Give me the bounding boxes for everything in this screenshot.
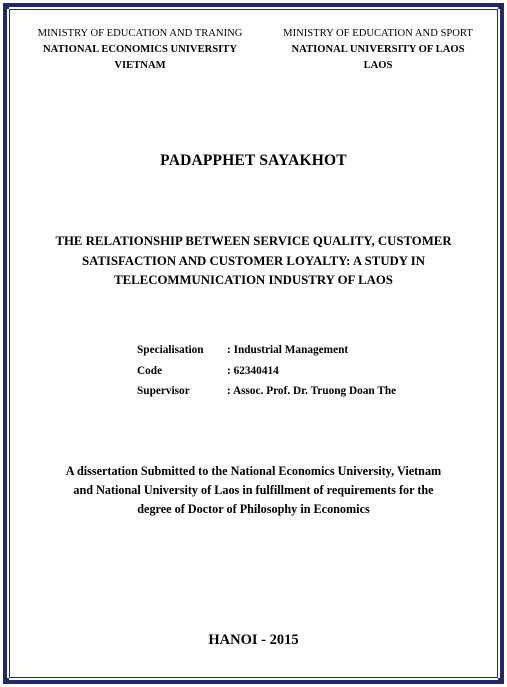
specialisation-value: : Industrial Management (227, 344, 349, 356)
corner-ornament-top-right (498, 3, 504, 9)
specialisation-label: Specialisation (137, 344, 204, 356)
country-vietnam: VIETNAM (114, 60, 166, 71)
title-line: TELECOMMUNICATION INDUSTRY OF LAOS (114, 273, 393, 287)
title-line: THE RELATIONSHIP BETWEEN SERVICE QUALITY, CUSTOMER (55, 234, 452, 248)
statement-line: A dissertation Submitted to the National Economics University, Vietnam (65, 464, 442, 478)
place-and-year: HANOI - 2015 (208, 632, 299, 648)
info-block (137, 340, 396, 402)
country-laos: LAOS (363, 60, 393, 71)
header-laos (262, 26, 494, 74)
university-laos: NATIONAL UNIVERSITY OF LAOS (291, 44, 465, 55)
corner-ornament-top-left (3, 3, 9, 9)
dissertation-title (10, 232, 497, 291)
title-line: SATISFACTION AND CUSTOMER LOYALTY: A STUDY IN (81, 253, 425, 268)
university-vietnam: NATIONAL ECONOMICS UNIVERSITY (42, 44, 238, 55)
info-row-specialisation (137, 340, 396, 361)
statement-line: and National University of Laos in fulfillment of requirements for the (73, 483, 434, 497)
author-name: PADAPPHET SAYAKHOT (160, 152, 347, 169)
supervisor-label: Supervisor (137, 385, 190, 397)
header-vietnam (20, 26, 260, 74)
corner-ornament-bottom-left (3, 678, 9, 684)
submission-statement (18, 462, 489, 519)
code-label: Code (137, 364, 163, 377)
corner-ornament-bottom-right (498, 678, 504, 684)
ministry-laos: MINISTRY OF EDUCATION AND SPORT (283, 28, 473, 39)
code-value: : 62340414 (227, 364, 279, 377)
ministry-vietnam: MINISTRY OF EDUCATION AND TRANING (37, 28, 243, 39)
statement-line: degree of Doctor of Philosophy in Economics (137, 502, 370, 516)
supervisor-value: : Assoc. Prof. Dr. Truong Doan The (227, 385, 397, 397)
info-row-code (137, 361, 396, 382)
info-row-supervisor (137, 381, 396, 402)
